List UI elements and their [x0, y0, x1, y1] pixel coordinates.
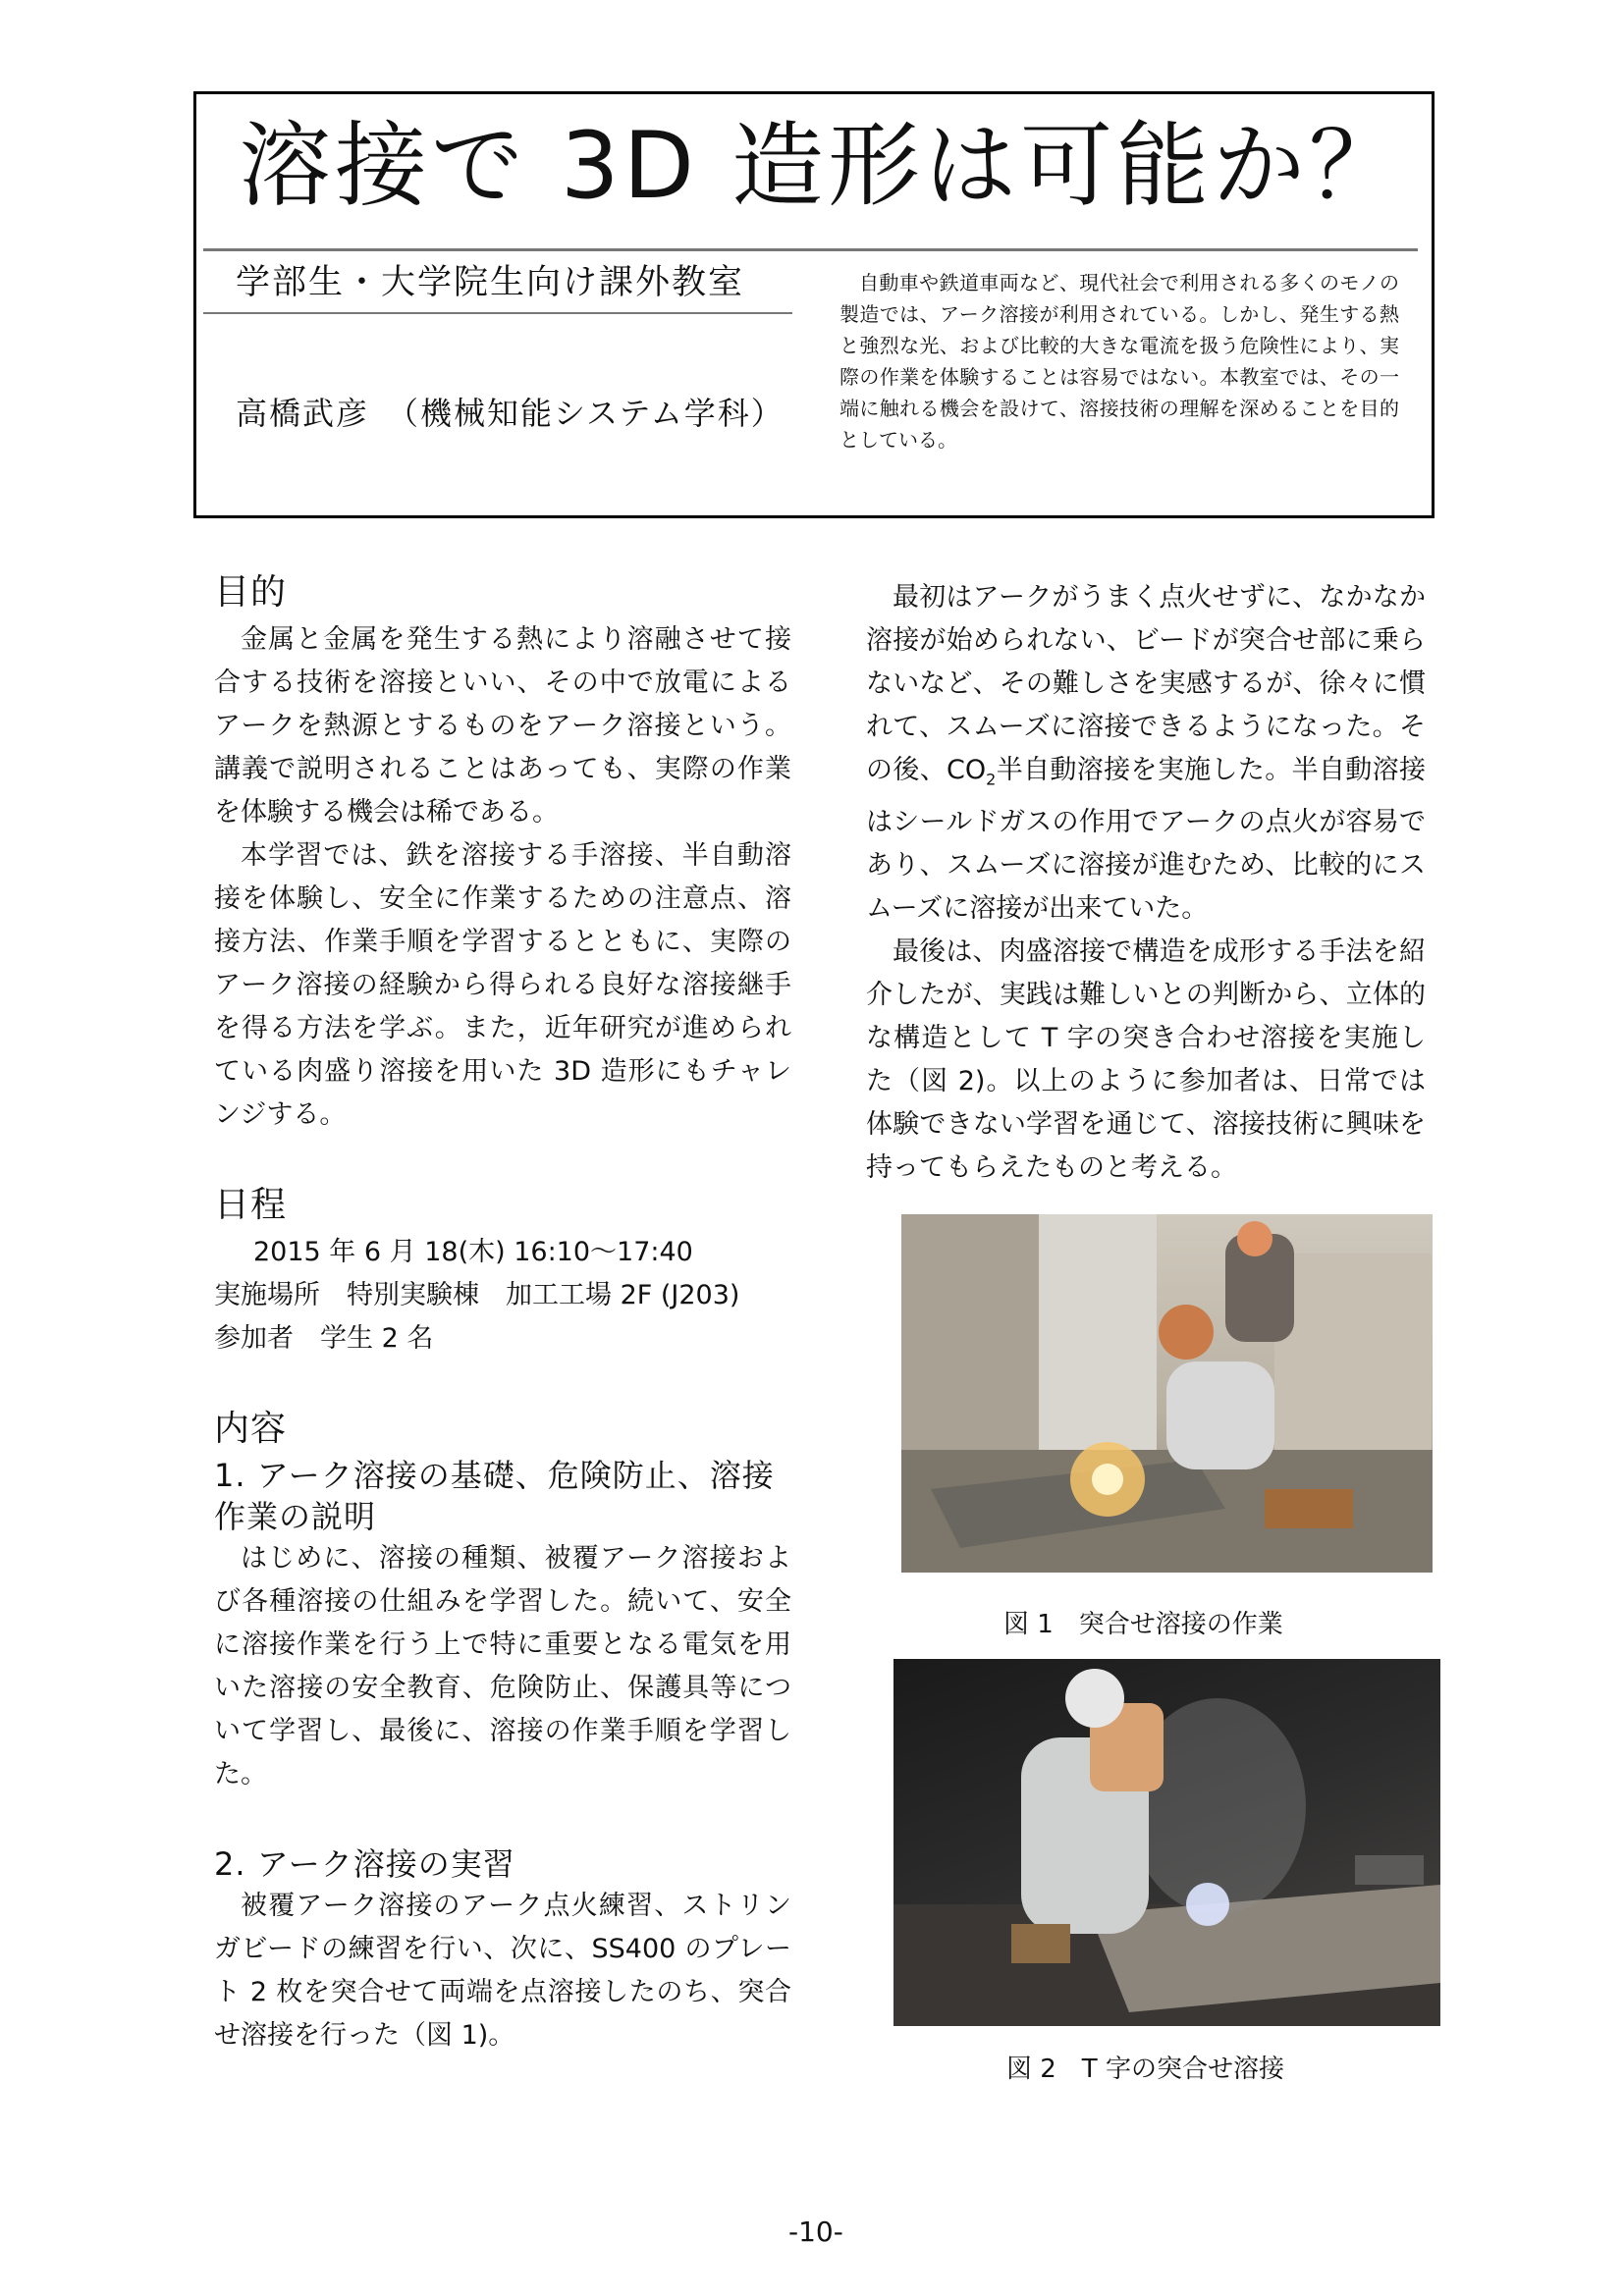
- subtitle-divider: [203, 312, 792, 314]
- co2-subscript: 2: [986, 770, 997, 789]
- item1-heading: 1. アーク溶接の基礎、危険防止、溶接作業の説明: [214, 1457, 775, 1535]
- result-text-a: 最初はアークがうまく点火せずに、なかなか溶接が始められない、ビードが突合せ部に乗らないなど、その難しさを実感するが、徐々に慣れて、スムーズに溶接できるようになった。その後、CO: [866, 582, 1426, 785]
- schedule-location: 実施場所 特別実験棟 加工工場 2F (J203): [214, 1280, 740, 1310]
- figure-2-caption: 図 2 T 字の突合せ溶接: [1006, 2055, 1284, 2084]
- figure-1-photo: [901, 1214, 1433, 1573]
- page-subtitle: 学部生・大学院生向け課外教室: [236, 263, 745, 302]
- result-paragraph-1: [866, 576, 1426, 931]
- figure-1-caption: 図 1 突合せ溶接の作業: [1003, 1610, 1283, 1639]
- purpose-paragraph-1: 金属と金属を発生する熱により溶融させて接合する技術を溶接といい、その中で放電によるアークを熱源とするものをアーク溶接という。講義で説明されることはあっても、実際の作業を体験する機会は稀である。: [214, 624, 791, 828]
- left-column: [214, 571, 791, 2057]
- abstract: [839, 267, 1399, 455]
- page-title: 溶接で 3D 造形は可能か？: [239, 113, 1405, 220]
- title-divider: [203, 248, 1418, 251]
- item1-text: はじめに、溶接の種類、被覆アーク溶接および各種溶接の仕組みを学習した。続いて、安全に溶接作業を行う上で特に重要となる電気を用いた溶接の安全教育、危険防止、保護具等について学習し、最後に、溶接の作業手順を学習した。: [214, 1543, 791, 1789]
- purpose-heading: 目的: [214, 572, 288, 613]
- abstract-text: 自動車や鉄道車両など、現代社会で利用される多くのモノの製造では、アーク溶接が利用されている。しかし、発生する熱と強烈な光、および比較的大きな電流を扱う危険性により、実際の作業を体験することは容易ではない。本教室では、その一端に触れる機会を設けて、溶接技術の理解を深めることを目的としている。: [839, 271, 1399, 452]
- figure-2-photo: [893, 1659, 1440, 2026]
- schedule-heading: 日程: [214, 1185, 288, 1225]
- page-number: -10-: [788, 2216, 843, 2248]
- schedule-participants: 参加者 学生 2 名: [214, 1323, 434, 1354]
- author-line: 高橋武彦 （機械知能システム学科）: [236, 395, 785, 432]
- purpose-paragraph-2: 本学習では、鉄を溶接する手溶接、半自動溶接を体験し、安全に作業するための注意点、溶接方法、作業手順を学習するとともに、実際のアーク溶接の経験から得られる良好な溶接継手を得る方法を学ぶ。また，近年研究が進められている肉盛り溶接を用いた 3D 造形にもチャレンジする。: [214, 840, 791, 1130]
- welding-photo-2-image: [893, 1659, 1440, 2026]
- result-paragraph-2: 最後は、肉盛溶接で構造を成形する手法を紹介したが、実践は難しいとの判断から、立体的な構造として T 字の突き合わせ溶接を実施した（図 2)。以上のように参加者は、日常では体験できない学習を通じて、溶接技術に興味を持ってもらえたものと考える。: [866, 936, 1426, 1184]
- schedule-date: 2015 年 6 月 18(木) 16:10～17:40: [253, 1237, 693, 1267]
- item2-text: 被覆アーク溶接のアーク点火練習、ストリンガビードの練習を行い、次に、SS400 のプレート 2 枚を突合せて両端を点溶接したのち、突合せ溶接を行った（図 1)。: [214, 1891, 791, 2051]
- result-text-b: 半自動溶接を実施した。半自動溶接はシールドガスの作用でアークの点火が容易であり、スムーズに溶接が進むため、比較的にスムーズに溶接が出来ていた。: [866, 755, 1427, 925]
- right-column: [866, 576, 1426, 1190]
- item2-heading: 2. アーク溶接の実習: [214, 1845, 515, 1883]
- content-heading: 内容: [214, 1409, 288, 1449]
- welding-photo-1-image: [901, 1214, 1433, 1573]
- schedule-list: [214, 1231, 791, 1361]
